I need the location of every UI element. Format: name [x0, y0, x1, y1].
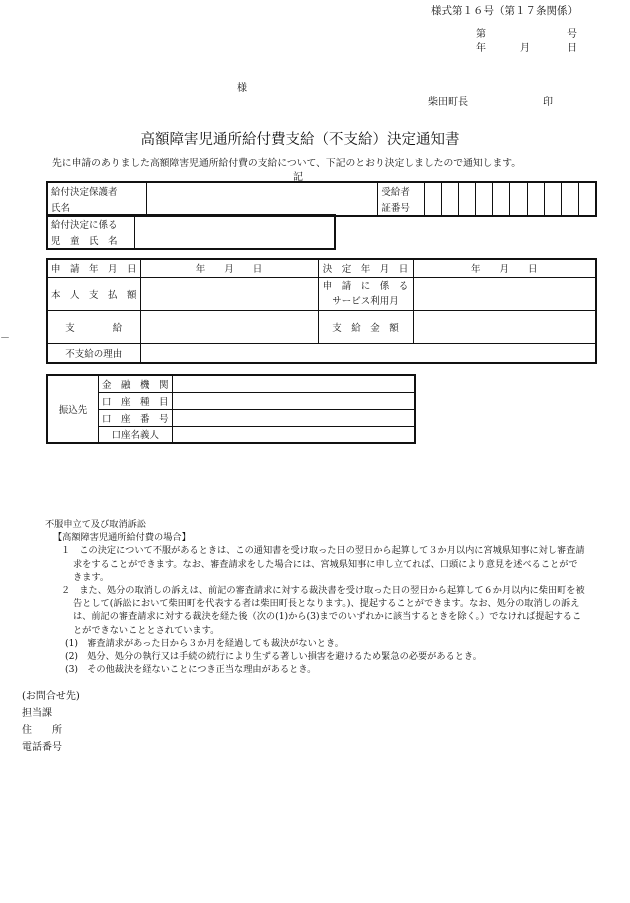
addressee-suffix: 様: [237, 83, 247, 94]
child-name-cell: [135, 215, 336, 249]
cert-label-line2: 証番号: [378, 199, 425, 216]
number-suffix: 号: [567, 29, 577, 40]
transfer-table: [46, 374, 416, 444]
recipient-table: [46, 181, 597, 217]
year-label: 年: [476, 43, 486, 54]
cert-digit-cell: [459, 182, 476, 216]
notes-heading: 不服申立て及び取消訴訟: [45, 519, 147, 530]
child-label: 給付決定に係る: [47, 215, 135, 232]
contact-heading: (お問合せ先): [22, 691, 80, 702]
child-label-line2: 児 童 氏 名: [47, 232, 135, 249]
intro-text: 先に申請のありました高額障害児通所給付費の支給について、下記のとおり決定しましたので通知します。: [52, 158, 522, 169]
service-month-line1: 申 請 に 係 る: [322, 280, 409, 292]
account-number-value: [172, 409, 415, 426]
cert-label: 受給者: [378, 182, 425, 199]
bank-value: [172, 375, 415, 392]
notes-sub-1: (1) 審査請求があった日から３か月を経過しても裁決がないとき。: [65, 637, 344, 649]
service-month-label: [318, 277, 413, 310]
transfer-label: 振込先: [47, 375, 99, 443]
ki-label: 記: [293, 172, 303, 183]
margin-mark: －: [0, 333, 10, 344]
nonpay-reason-value: [140, 343, 596, 363]
apply-date-value: 年 月 日: [140, 259, 318, 277]
issuer-name: 柴田町長: [428, 97, 468, 108]
month-label: 月: [520, 43, 530, 54]
payment-label: 支 給: [47, 310, 140, 343]
service-month-line2: サービス利用月: [332, 295, 399, 307]
contact-address: 住 所: [22, 725, 62, 736]
decision-date-value: 年 月 日: [413, 259, 596, 277]
self-pay-value: [140, 277, 318, 310]
cert-digit-cell: [578, 182, 596, 216]
contact-phone: 電話番号: [22, 742, 62, 753]
notes-sub-2: (2) 処分、処分の執行又は手続の続行により生ずる著しい損害を避けるため緊急の必要があるとき。: [65, 651, 482, 663]
cert-digit-cell: [476, 182, 493, 216]
appeal-notes: [45, 518, 585, 676]
guardian-name-cell: [147, 182, 378, 216]
payment-value: [140, 310, 318, 343]
account-holder-label: 口座名義人: [99, 426, 173, 443]
contact-dept: 担当課: [22, 708, 52, 719]
cert-digit-cell: [442, 182, 459, 216]
self-pay-label: 本 人 支 払 額: [47, 277, 140, 310]
number-prefix: 第: [476, 29, 486, 40]
account-number-label: 口 座 番 号: [99, 409, 173, 426]
decision-date-label: 決 定 年 月 日: [318, 259, 413, 277]
account-holder-value: [172, 426, 415, 443]
cert-digit-cell: [493, 182, 510, 216]
account-type-value: [172, 392, 415, 409]
notes-item-2: ２ また、処分の取消しの訴えは、前記の審査請求に対する裁決書を受け取った日の翌日から起算して６か月以内に柴田町を被告として(訴訟において柴田町を代表する者は柴田町長となります。)、提起することができます。なお、処分の取消しの訴えは、前記の審査請求に対する裁決を経た後（次の(1)から(3)までのいずれかに該当するときを除く。）でなければ提起することができないこととされています。: [61, 585, 585, 636]
form-number: 様式第１６号（第１７条関係）: [431, 5, 578, 17]
payment-amount-value: [413, 310, 596, 343]
cert-digit-cell: [544, 182, 561, 216]
notes-item-1: １ この決定について不服があるときは、この通知書を受け取った日の翌日から起算して３か月以内に宮城県知事に対し審査請求をすることができます。なお、審査請求をした場合には、宮城県知事に申し立てれば、口頭により意見を述べることができます。: [61, 545, 585, 583]
notes-subheading: 【高額障害児通所給付費の場合】: [53, 532, 191, 544]
document-title: 高額障害児通所給付費支給（不支給）決定通知書: [140, 132, 460, 148]
notes-sub-3: (3) その他裁決を経ないことにつき正当な理由があるとき。: [65, 664, 317, 676]
nonpay-reason-label: 不支給の理由: [47, 343, 140, 363]
cert-digit-cell: [561, 182, 578, 216]
child-table: [46, 214, 336, 250]
cert-digit-cell: [510, 182, 527, 216]
account-type-label: 口 座 種 目: [99, 392, 173, 409]
seal-mark: 印: [543, 97, 553, 108]
day-label: 日: [567, 43, 577, 54]
cert-digit-cell: [425, 182, 442, 216]
apply-date-label: 申 請 年 月 日: [47, 259, 140, 277]
guardian-label-line2: 氏名: [47, 199, 147, 216]
service-month-value: [413, 277, 596, 310]
payment-amount-label: 支 給 金 額: [318, 310, 413, 343]
decision-table: [46, 258, 597, 364]
bank-label: 金 融 機 関: [99, 375, 173, 392]
cert-digit-cell: [527, 182, 544, 216]
guardian-label: 給付決定保護者: [47, 182, 147, 199]
